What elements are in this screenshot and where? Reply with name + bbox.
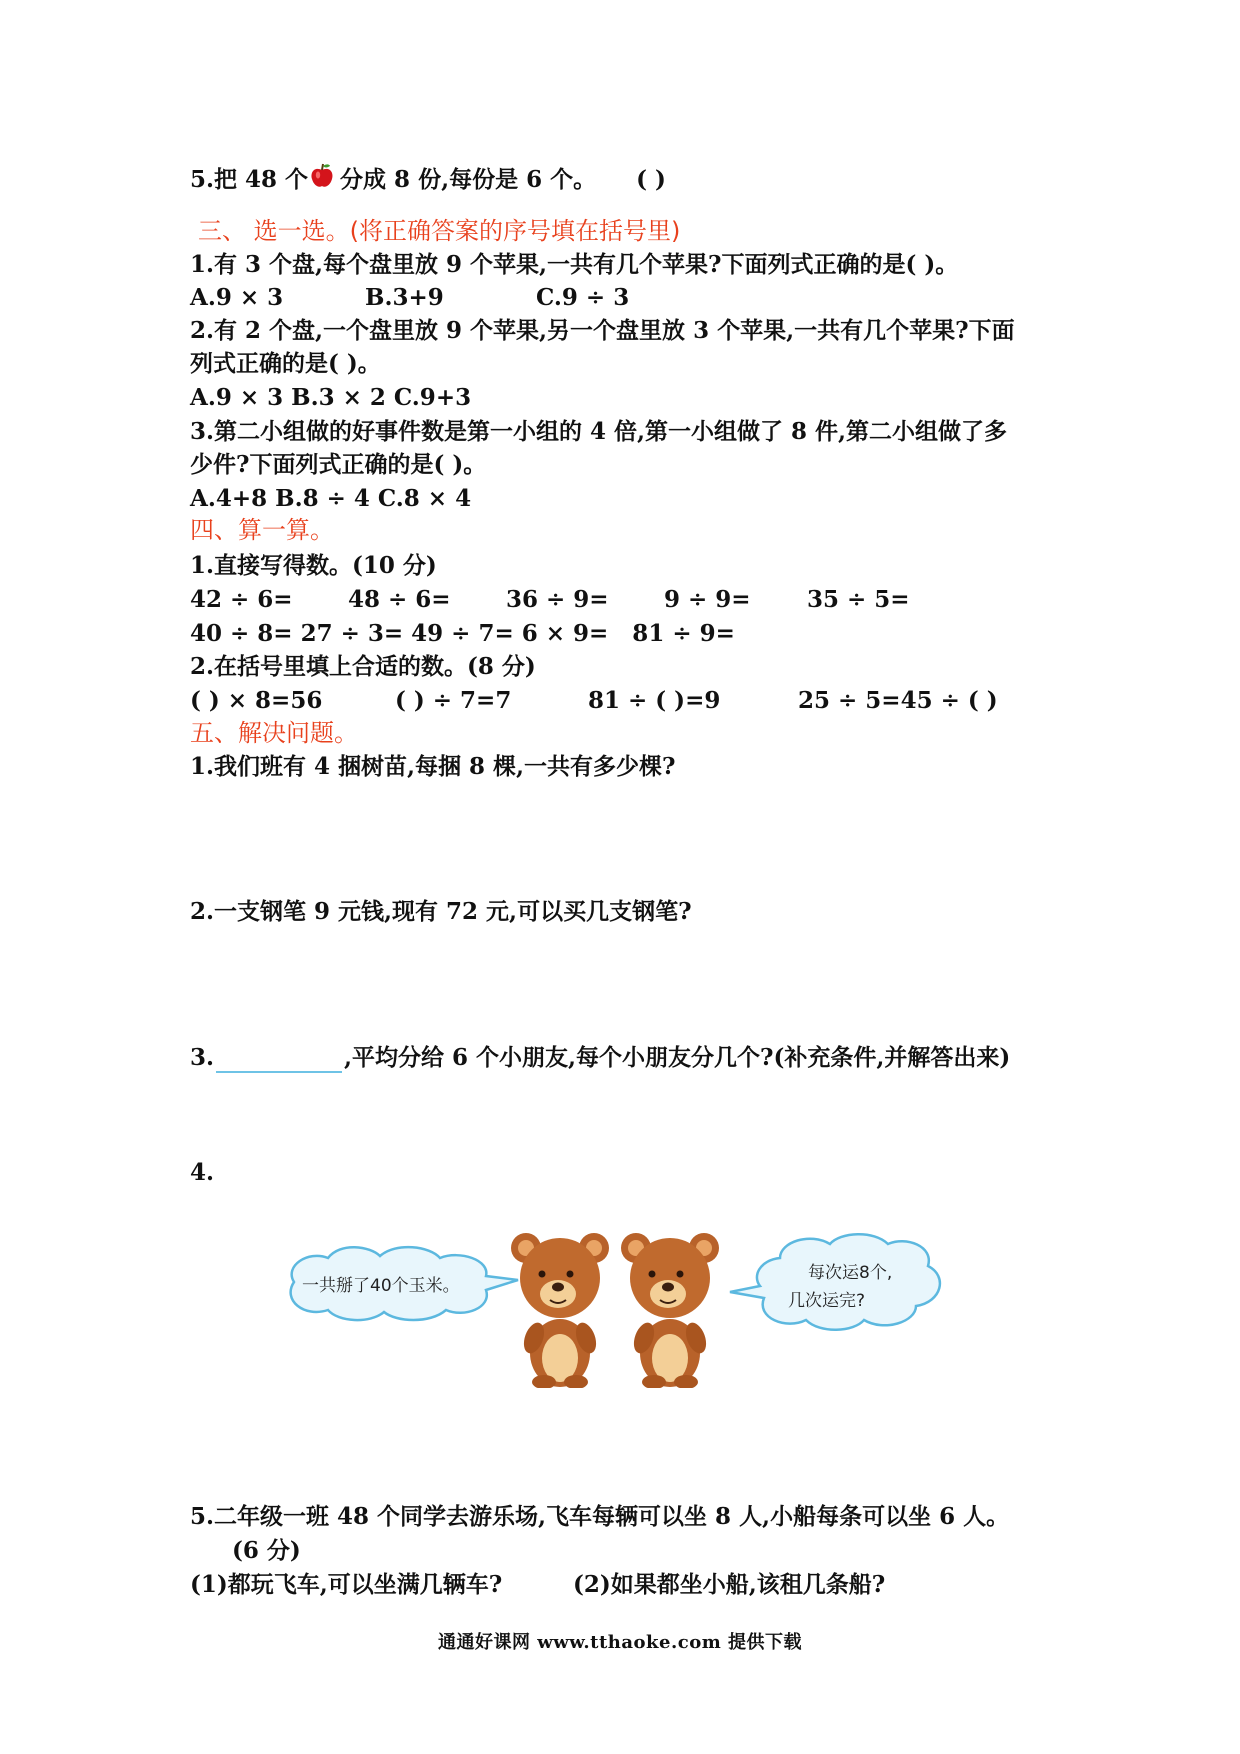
option-c: C.9 ÷ 3 (536, 284, 630, 311)
s3-q3-line1: 3.第二小组做的好事件数是第一小组的 4 倍,第一小组做了 8 件,第二小组做了多 (190, 418, 1008, 445)
calc-item: 42 ÷ 6= (190, 586, 293, 613)
section-3-title: 三、 选一选。(将正确答案的序号填在括号里) (198, 217, 681, 245)
section-4-title: 四、算一算。 (190, 516, 334, 544)
s3-q2-options: A.9 × 3 B.3 × 2 C.9+3 (190, 384, 472, 411)
option-b: B.3+9 (365, 284, 444, 311)
subquestion-1: (1)都玩飞车,可以坐满几辆车? (190, 1571, 503, 1598)
s4-q2: 2.在括号里填上合适的数。(8 分) (190, 653, 536, 680)
s5-q5-line2: (6 分) (232, 1537, 301, 1564)
condition-blank[interactable] (216, 1047, 342, 1073)
option-a: A.9 × 3 (190, 284, 284, 311)
s5-q1: 1.我们班有 4 捆树苗,每捆 8 棵,一共有多少棵? (190, 753, 676, 780)
section-5-title: 五、解决问题。 (190, 719, 358, 747)
calc-item: 35 ÷ 5= (807, 586, 910, 613)
q5-post: 分成 8 份,每份是 6 个。 (340, 166, 597, 193)
fill-item: ( ) ÷ 7=7 (395, 687, 512, 714)
s5-q2: 2.一支钢笔 9 元钱,现有 72 元,可以买几支钢笔? (190, 898, 692, 925)
s5-q3 (190, 1043, 1010, 1073)
q5-pre: 5.把 48 个 (190, 166, 309, 193)
fill-item: 81 ÷ ( )=9 (588, 687, 721, 714)
s3-q3-options: A.4+8 B.8 ÷ 4 C.8 × 4 (190, 485, 472, 512)
subquestion-2: (2)如果都坐小船,该租几条船? (573, 1571, 886, 1598)
bubble-right-text-1: 每次运8个, (808, 1263, 893, 1283)
speech-bubble-right (730, 1234, 940, 1330)
fill-item: 25 ÷ 5=45 ÷ ( ) (798, 687, 998, 714)
apple-icon (310, 163, 334, 189)
s5-q4: 4. (190, 1159, 215, 1186)
s4-q1: 1.直接写得数。(10 分) (190, 552, 437, 579)
q5-line (190, 163, 666, 195)
speech-bubble-left (291, 1247, 518, 1320)
bubble-right-text-2: 几次运完? (788, 1291, 866, 1311)
bear-left-icon (511, 1233, 609, 1388)
s5-q3-number: 3. (190, 1044, 215, 1071)
s3-q2-line1: 2.有 2 个盘,一个盘里放 9 个苹果,另一个盘里放 3 个苹果,一共有几个苹果?下面 (190, 317, 1015, 344)
calc-item: 36 ÷ 9= (506, 586, 609, 613)
fill-item: ( ) × 8=56 (190, 687, 323, 714)
s5-q3-text: ,平均分给 6 个小朋友,每个小朋友分几个?(补充条件,并解答出来) (344, 1044, 1011, 1071)
s3-q3-line2: 少件?下面列式正确的是( )。 (190, 451, 487, 478)
s3-q1: 1.有 3 个盘,每个盘里放 9 个苹果,一共有几个苹果?下面列式正确的是( )。 (190, 251, 959, 278)
s3-q2-line2: 列式正确的是( )。 (190, 350, 381, 377)
calc-item: 48 ÷ 6= (348, 586, 451, 613)
s4-q1-row2: 40 ÷ 8= 27 ÷ 3= 49 ÷ 7= 6 × 9= 81 ÷ 9= (190, 620, 735, 647)
q5-answer-paren[interactable]: ( ) (636, 166, 666, 193)
footer-credit: 通通好课网 www.tthaoke.com 提供下载 (437, 1632, 803, 1653)
s5-q5-line1: 5.二年级一班 48 个同学去游乐场,飞车每辆可以坐 8 人,小船每条可以坐 6 人。 (190, 1503, 1010, 1530)
bear-right-icon (621, 1233, 719, 1388)
bubble-left-text: 一共掰了40个玉米。 (302, 1276, 460, 1296)
calc-item: 9 ÷ 9= (664, 586, 751, 613)
bears-illustration (280, 1218, 960, 1388)
